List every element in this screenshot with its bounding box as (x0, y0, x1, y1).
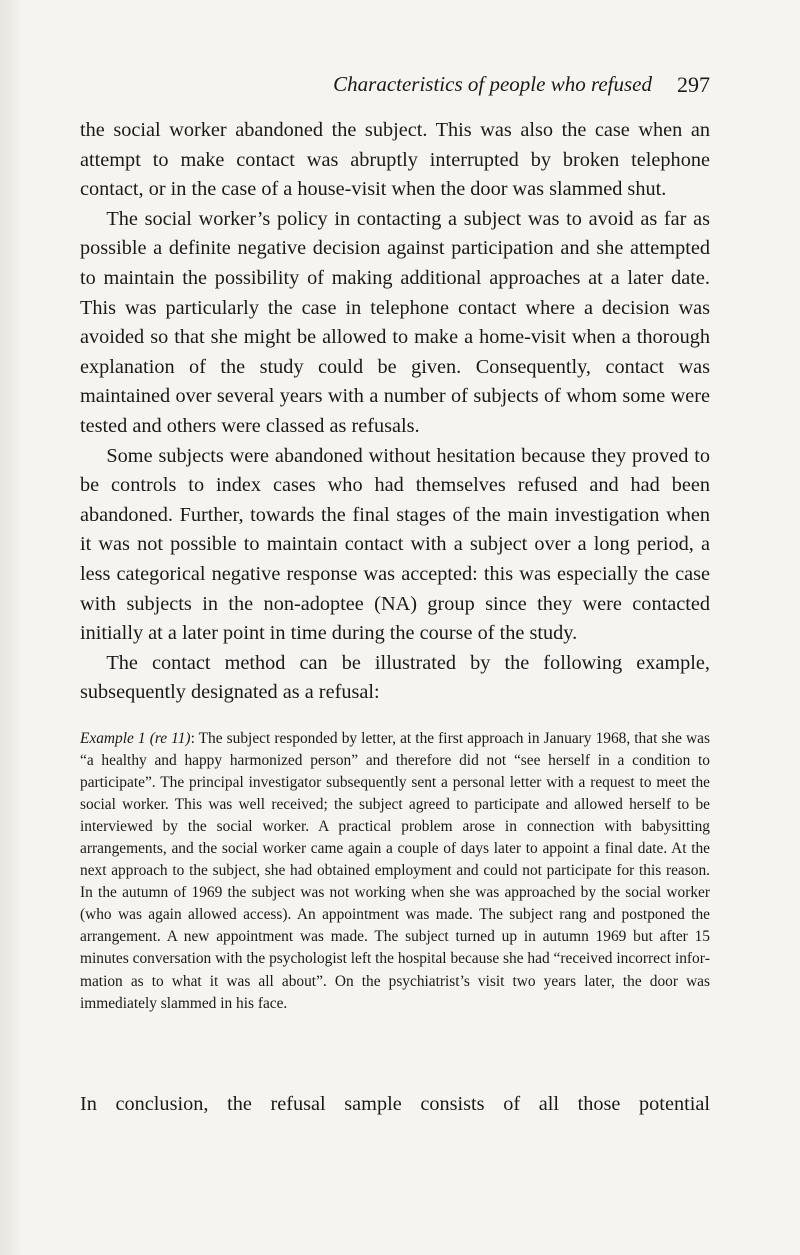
paragraph-3: Some subjects were abandoned without hesitation because they proved to be controls to index cases who had themselves refused and had been abandoned. Further, towards the final stages of the main investigation when it was not possible to maintain contact with a subject over a long period, a less categorical negative response was accepted: this was especially the case with subjects in the non-adoptee (NA) group since they were contacted initially at a later point in time during the course of the study. (80, 444, 710, 645)
example-label: Example 1 (re 11) (80, 730, 191, 747)
example-block (80, 728, 710, 1015)
page-header (80, 72, 710, 108)
page-gutter-shadow (0, 0, 22, 1255)
paragraph-1: the social worker abandoned the subject. This was also the case when an attempt to make contact was abruptly interrupted by broken telephone contact, or in the case of a house-visit when the door was slammed shut. (80, 119, 710, 201)
paragraph-2: The social worker’s policy in contacting a subject was to avoid as far as possible a definite negative decision against participation and she attempted to maintain the possibility of making additional approaches at a later date. This was particularly the case in telephone contact where a decision was avoided so that she might be allowed to make a home-visit when a thorough explanation of the study could be given. Consequently, contact was maintained over several years with a number of subjects of whom some were tested and others were classed as refusals. (80, 207, 710, 437)
body-text (80, 116, 710, 708)
example-text: : The subject responded by letter, at the first approach in January 1968, that she was “a healthy and happy harmonized person” and therefore did not “see herself in a condition to participate”. The principal investigator subsequently sent a personal letter with a request to meet the social worker. This was well received; the subject agreed to participate and allowed herself to be interviewed by the social worker. A practical problem arose in connection with babysitting arrangements, and the social worker came again a couple of days later to appoint a final date. At the next approach to the subject, she had obtained employment and could not participate for this reason. In the autumn of 1969 the subject was not working when she was approached by the social worker (who was again allowed access). An appointment was made. The subject rang and postponed the arrangement. A new appointment was made. The subject turned up in autumn 1969 but after 15 minutes conversation with the psychologist left the hospital because she had “received incorrect information as to what it was all about”. On the psychiatrist’s visit two years later, the door was immediately slammed in his face. (80, 730, 710, 1012)
running-title: Characteristics of people who refused (333, 72, 652, 96)
paragraph-4: The contact method can be illustrated by the following example, subsequently designated as a refusal: (80, 651, 710, 704)
conclusion-line: In conclusion, the refusal sample consists of all those potential (80, 1093, 710, 1115)
page-number: 297 (677, 72, 710, 97)
